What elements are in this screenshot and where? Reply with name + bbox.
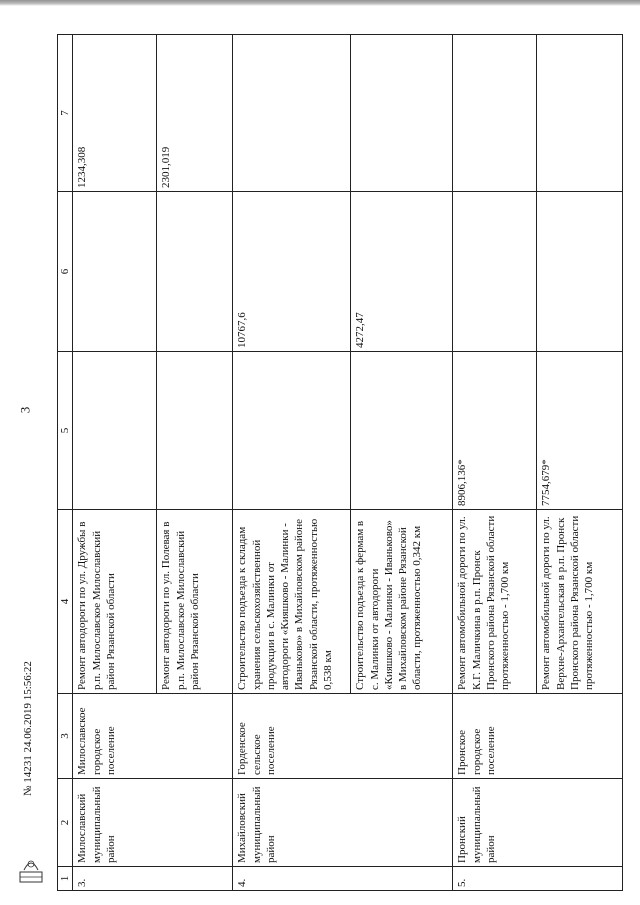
value-col7	[537, 35, 623, 192]
value-col6: 4272,47	[351, 192, 453, 352]
value-col5	[157, 352, 233, 510]
value-col7	[233, 35, 351, 192]
settlement-cell: Пронское городское поселение	[453, 694, 623, 779]
project-description: Строительство подъезда к фермам в с. Малинки от автодороги «Кияшково - Малинки - Иваньково» в Михайловском районе Рязанской области, протяженностью 0,342 км	[351, 510, 453, 694]
value-col5: 8906,136*	[453, 352, 537, 510]
value-col5	[233, 352, 351, 510]
value-col7: 1234,308	[73, 35, 157, 192]
column-header: 6	[58, 192, 73, 352]
column-header: 3	[58, 694, 73, 779]
project-description: Строительство подъезда к складам хранения сельскохозяйственной продукции в с. Малинки от автодороги «Кияшково - Малинки - Иваньково» в Михайловском районе Рязанской области, протяженностью 0,538 км	[233, 510, 351, 694]
value-col6: 10767,6	[233, 192, 351, 352]
row-number: 5.	[453, 867, 623, 891]
project-description: Ремонт автомобильной дороги по ул. Верхне-Архангельская в р.п. Пронск Пронского района Рязанской области протяженностью - 1,700 км	[537, 510, 623, 694]
value-col5: 7754,679*	[537, 352, 623, 510]
value-col6	[157, 192, 233, 352]
settlement-cell: Милославское городское поселение	[73, 694, 233, 779]
header-row	[58, 35, 73, 891]
district-cell: Михайловский муниципальный район	[233, 779, 453, 867]
table-row	[453, 35, 537, 891]
emblem-icon	[16, 846, 46, 886]
scan-edge	[0, 0, 640, 6]
value-col6	[537, 192, 623, 352]
funding-table	[57, 34, 623, 891]
column-header: 1	[58, 867, 73, 891]
table-row	[73, 35, 157, 891]
row-number: 4.	[233, 867, 453, 891]
value-col7	[453, 35, 537, 192]
district-cell: Милославский муниципальный район	[73, 779, 233, 867]
project-description: Ремонт автодороги по ул. Полевая в р.п. Милославское Милославский район Рязанской области	[157, 510, 233, 694]
district-cell: Пронский муниципальный район	[453, 779, 623, 867]
row-number: 3.	[73, 867, 233, 891]
value-col5	[351, 352, 453, 510]
value-col5	[73, 352, 157, 510]
value-col6	[73, 192, 157, 352]
column-header: 2	[58, 779, 73, 867]
page-number: 3	[17, 406, 33, 414]
document-registration-stamp: № 14231 24.06.2019 15:56:22	[22, 661, 34, 796]
project-description: Ремонт автомобильной дороги по ул. К.Г. Маличкина в р.п. Пронск Пронского района Рязанской области протяженностью - 1,700 км	[453, 510, 537, 694]
column-header: 4	[58, 510, 73, 694]
value-col6	[453, 192, 537, 352]
column-header: 5	[58, 352, 73, 510]
settlement-cell: Горденское сельское поселение	[233, 694, 453, 779]
project-description: Ремонт автодороги по ул. Дружбы в р.п. Милославское Милославский район Рязанской области	[73, 510, 157, 694]
rotated-table-wrapper	[57, 35, 622, 891]
value-col7	[351, 35, 453, 192]
column-header: 7	[58, 35, 73, 192]
table-row	[233, 35, 351, 891]
value-col7: 2301,019	[157, 35, 233, 192]
